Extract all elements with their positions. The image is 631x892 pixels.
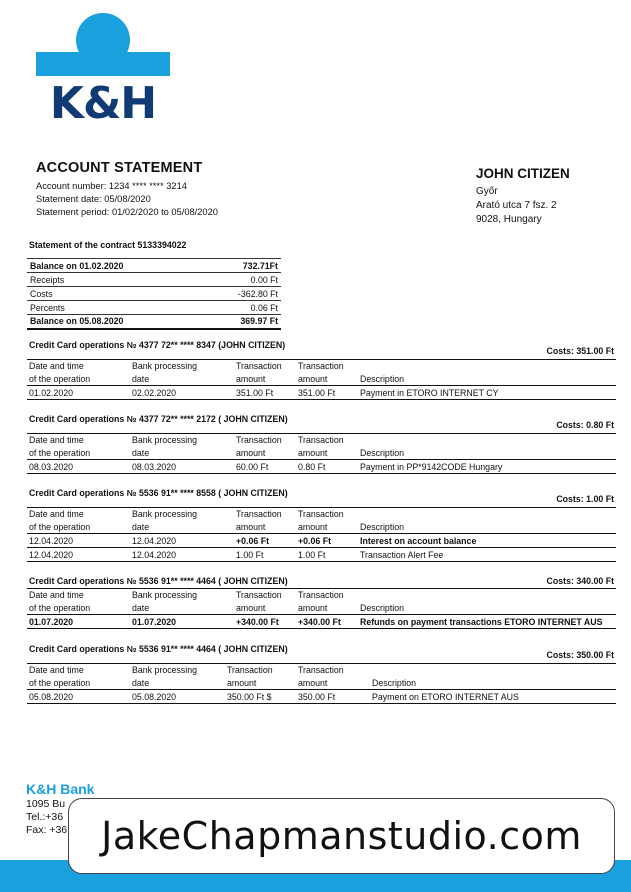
card-operations-2 [27,414,616,474]
footer-line: Fax: +36 [26,824,68,836]
balance-value: 0.06 Ft [201,301,282,315]
customer-zip: 9028, Hungary [476,214,542,225]
col-date: Date and time of the operation [29,590,91,613]
footer-line: 1095 Bu [26,798,66,810]
column-headers [27,508,616,534]
balance-value: -362.80 Ft [201,287,282,301]
col-description: Description [360,374,405,384]
col-description: Description [360,522,405,532]
card-operations-5 [27,644,616,704]
operation-costs: Costs: 0.80 Ft [556,420,614,430]
balance-value: 369.97 Ft [201,315,282,329]
col-bank: Bank processing date [132,361,198,384]
table-row: 05.08.2020 05.08.2020 350.00 Ft $ 350.00 Ft Payment on ETORO INTERNET AUS [27,690,616,704]
col-amount-2: Transaction amount [298,665,344,688]
col-date: Date and time of the operation [29,361,91,384]
account-number: Account number: 1234 **** **** 3214 [36,181,187,191]
col-amount: Transaction amount [227,665,273,688]
balance-label: Balance on 01.02.2020 [27,259,201,273]
kh-logo [34,12,172,122]
col-amount: Transaction amount [236,435,282,458]
table-row: 01.07.2020 01.07.2020 +340.00 Ft +340.00 Ft Refunds on payment transactions ETORO INTERNET AUS [27,615,616,629]
card-operations-3 [27,488,616,562]
balance-label: Costs [27,287,201,301]
table-row [27,287,281,301]
col-date: Date and time of the operation [29,665,91,688]
col-amount-2: Transaction amount [298,361,344,384]
col-amount: Transaction amount [236,509,282,532]
contract-number: Statement of the contract 5133394022 [29,240,187,250]
account-details [36,180,218,219]
column-headers [27,589,616,615]
operation-title: Credit Card operations № 5536 91** **** 4464 ( JOHN CITIZEN) [29,644,288,654]
table-row [27,259,281,273]
column-headers [27,434,616,460]
col-description: Description [372,678,417,688]
operation-costs: Costs: 340.00 Ft [546,576,614,586]
balance-table [27,258,281,330]
logo-band [36,52,170,76]
col-date: Date and time of the operation [29,435,91,458]
table-row [27,315,281,329]
footer-address [26,798,67,837]
statement-title: ACCOUNT STATEMENT [36,160,203,176]
customer-city: Győr [476,186,498,197]
balance-value: 0.00 Ft [201,273,282,287]
col-bank: Bank processing date [132,665,198,688]
table-row [27,273,281,287]
operation-title: Credit Card operations № 4377 72** **** 2172 ( JOHN CITIZEN) [29,414,288,424]
col-date: Date and time of the operation [29,509,91,532]
col-description: Description [360,448,405,458]
footer-bank-name: K&H Bank [26,781,95,797]
customer-block [476,166,570,227]
customer-street: Arató utca 7 fsz. 2 [476,200,557,211]
col-bank: Bank processing date [132,509,198,532]
col-bank: Bank processing date [132,590,198,613]
logo-text: K&H [49,78,157,122]
table-row: 08.03.2020 08.03.2020 60.00 Ft 0.80 Ft Payment in PP*9142CODE Hungary [27,460,616,474]
operation-costs: Costs: 350.00 Ft [546,650,614,660]
col-amount-2: Transaction amount [298,509,344,532]
balance-label: Receipts [27,273,201,287]
col-amount: Transaction amount [236,590,282,613]
customer-name: JOHN CITIZEN [476,166,570,181]
operation-title: Credit Card operations № 5536 91** **** 8558 ( JOHN CITIZEN) [29,488,288,498]
operation-title: Credit Card operations № 5536 91** **** 4464 ( JOHN CITIZEN) [29,576,288,586]
table-row: 12.04.2020 12.04.2020 1.00 Ft 1.00 Ft Transaction Alert Fee [27,548,616,562]
operation-title: Credit Card operations № 4377 72** **** 8347 (JOHN CITIZEN) [29,340,286,350]
col-amount-2: Transaction amount [298,435,344,458]
statement-period: Statement period: 01/02/2020 to 05/08/2020 [36,207,218,217]
card-operations-4 [27,576,616,629]
table-row: 01.02.2020 02.02.2020 351.00 Ft 351.00 Ft Payment in ETORO INTERNET CY [27,386,616,400]
balance-label: Balance on 05.08.2020 [27,315,201,329]
col-description: Description [360,603,405,613]
col-amount-2: Transaction amount [298,590,344,613]
column-headers [27,664,616,690]
operation-costs: Costs: 351.00 Ft [546,346,614,356]
table-row: 12.04.2020 12.04.2020 +0.06 Ft +0.06 Ft Interest on account balance [27,534,616,548]
operation-costs: Costs: 1.00 Ft [556,494,614,504]
footer-line: Tel.:+36 [26,811,64,823]
col-bank: Bank processing date [132,435,198,458]
balance-label: Percents [27,301,201,315]
statement-date: Statement date: 05/08/2020 [36,194,151,204]
card-operations-1 [27,340,616,400]
table-row [27,301,281,315]
column-headers [27,360,616,386]
balance-value: 732.71Ft [201,259,282,273]
col-amount: Transaction amount [236,361,282,384]
watermark-banner: JakeChapmanstudio.com [68,798,615,874]
